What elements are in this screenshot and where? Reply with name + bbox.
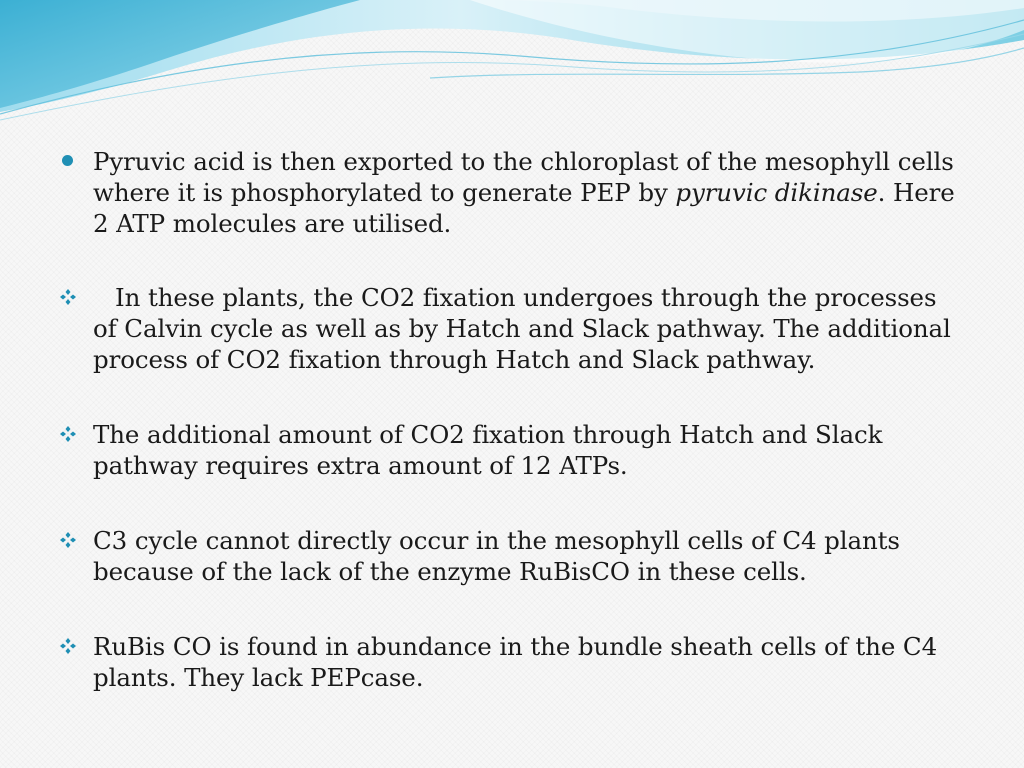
bullet-text: C3 cycle cannot directly occur in the mesophyll cells of C4 plants because of the lack of the enzyme RuBisCO in these cells. (93, 526, 900, 586)
bullet-item (60, 282, 960, 375)
decorative-wave-banner (0, 0, 1024, 130)
bullet-item (60, 525, 960, 587)
four-diamond-icon (60, 638, 76, 654)
bullet-text: In these plants, the CO2 fixation undergoes through the processes of Calvin cycle as well as by Hatch and Slack pathway. The additional process of CO2 fixation through Hatch and Slack pathway. (93, 283, 951, 374)
bullet-text: Pyruvic acid is then exported to the chloroplast of the mesophyll cells where it is phosphorylated to generate PEP by pyruvic dikinase. Here 2 ATP molecules are utilised. (93, 147, 955, 238)
bullet-text: RuBis CO is found in abundance in the bundle sheath cells of the C4 plants. They lack PEPcase. (93, 632, 938, 692)
four-diamond-icon (60, 532, 76, 548)
bullet-text: The additional amount of CO2 fixation through Hatch and Slack pathway requires extra amount of 12 ATPs. (93, 420, 883, 480)
bullet-item (60, 419, 960, 481)
bullet-item (60, 146, 960, 239)
four-diamond-icon (60, 289, 76, 305)
slide-content (60, 146, 960, 693)
filled-circle-icon (62, 155, 73, 166)
four-diamond-icon (60, 426, 76, 442)
italic-enzyme-name: pyruvic dikinase (675, 178, 878, 207)
bullet-item (60, 631, 960, 693)
